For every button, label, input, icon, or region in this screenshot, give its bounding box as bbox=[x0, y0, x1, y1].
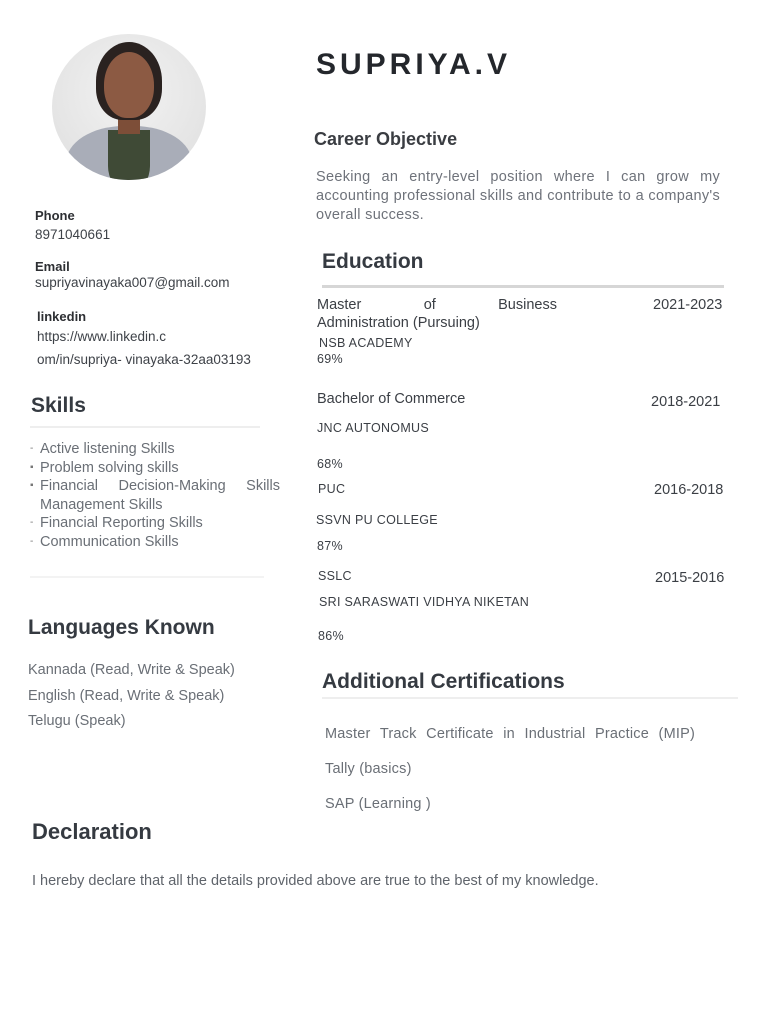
edu-institution-bcom: JNC AUTONOMUS bbox=[317, 421, 430, 435]
linkedin-label: linkedin bbox=[37, 309, 87, 324]
language-item: Kannada (Read, Write & Speak) bbox=[28, 662, 235, 678]
career-objective-heading: Career Objective bbox=[314, 129, 458, 149]
edu-score-bcom: 68% bbox=[317, 457, 343, 471]
edu-years-mba: 2021-2023 bbox=[653, 297, 723, 313]
profile-photo bbox=[52, 34, 206, 180]
language-item: English (Read, Write & Speak) bbox=[28, 688, 225, 704]
edu-score-mba: 69% bbox=[317, 352, 343, 366]
edu-degree-sslc: SSLC bbox=[318, 569, 352, 583]
list-item: - Active listening Skills bbox=[30, 441, 175, 457]
certification-item: Master Track Certificate in Industrial Practice (MIP) bbox=[325, 726, 695, 742]
email-label: Email bbox=[35, 259, 70, 274]
declaration-heading: Declaration bbox=[32, 819, 152, 844]
education-heading: Education bbox=[322, 250, 424, 273]
edu-degree-puc: PUC bbox=[318, 482, 346, 496]
list-item: - Financial Reporting Skills bbox=[30, 515, 203, 531]
edu-degree-mba: Master of Business bbox=[317, 297, 557, 313]
skills-heading: Skills bbox=[31, 394, 86, 417]
email-value[interactable]: supriyavinayaka007@gmail.com bbox=[35, 275, 230, 290]
languages-heading: Languages Known bbox=[28, 616, 215, 639]
phone-value: 8971040661 bbox=[35, 227, 111, 242]
phone-label: Phone bbox=[35, 208, 75, 223]
edu-score-puc: 87% bbox=[317, 539, 343, 553]
linkedin-url-line2[interactable]: om/in/supriya- vinayaka-32aa03193 bbox=[37, 352, 251, 367]
edu-years-puc: 2016-2018 bbox=[654, 482, 724, 498]
skills-list bbox=[30, 440, 280, 551]
edu-institution-puc: SSVN PU COLLEGE bbox=[316, 513, 438, 527]
skills-divider bbox=[30, 426, 260, 428]
certification-item: Tally (basics) bbox=[325, 761, 412, 777]
skills-bottom-divider bbox=[30, 576, 264, 578]
education-divider bbox=[322, 285, 724, 288]
list-item: - Communication Skills bbox=[30, 533, 179, 550]
list-item: ▪ Problem solving skills bbox=[30, 459, 179, 476]
edu-degree-mba-line2: Administration (Pursuing) bbox=[317, 315, 480, 331]
edu-degree-bcom: Bachelor of Commerce bbox=[317, 391, 466, 407]
certification-item: SAP (Learning ) bbox=[325, 796, 431, 812]
edu-score-sslc: 86% bbox=[318, 629, 344, 643]
candidate-name: SUPRIYA.V bbox=[316, 48, 511, 81]
edu-years-sslc: 2015-2016 bbox=[655, 570, 725, 586]
career-objective-text: Seeking an entry-level position where I can grow my accounting professional skills and contribute to a company's overall success. bbox=[316, 169, 720, 223]
language-item: Telugu (Speak) bbox=[28, 713, 126, 729]
certifications-divider bbox=[322, 697, 738, 699]
edu-institution-mba: NSB ACADEMY bbox=[319, 336, 413, 350]
certifications-heading: Additional Certifications bbox=[322, 670, 565, 693]
declaration-text: I hereby declare that all the details provided above are true to the best of my knowledge. bbox=[32, 873, 599, 889]
edu-institution-sslc: SRI SARASWATI VIDHYA NIKETAN bbox=[319, 595, 530, 609]
linkedin-url-line1[interactable]: https://www.linkedin.c bbox=[37, 329, 167, 344]
edu-years-bcom: 2018-2021 bbox=[651, 394, 721, 410]
list-item: ▪ Financial Decision-Making Skills Management Skills bbox=[30, 478, 280, 513]
